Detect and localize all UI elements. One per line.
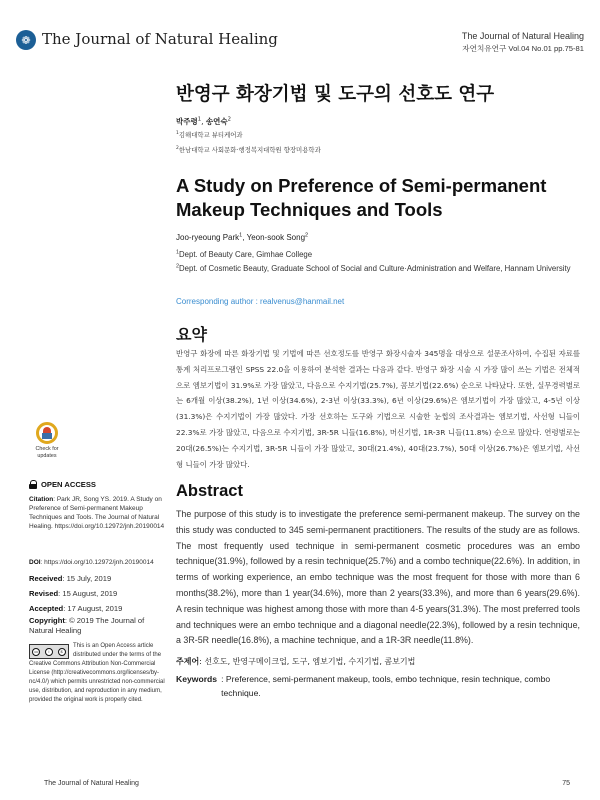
korean-affiliation-2-text: 한남대학교 사회문화·행정복지대학원 향장미용학과 bbox=[178, 146, 321, 154]
license-block bbox=[29, 642, 167, 705]
korean-keywords-label: 주제어 bbox=[176, 657, 200, 666]
korean-affiliation-1-text: 김해대학교 뷰티케어과 bbox=[178, 131, 243, 139]
english-keywords bbox=[176, 672, 580, 700]
open-access-label bbox=[29, 480, 96, 489]
check-for-updates-label bbox=[35, 446, 58, 459]
accepted-text: : 17 August, 2019 bbox=[63, 604, 123, 613]
citation-text: : Park JR, Song YS. 2019. A Study on Preference of Semi-permanent Makeup Techniques and Tools. The Journal of Natural Healing. https://doi.org/10.12972/jnh.20190014 bbox=[29, 496, 165, 530]
received-date bbox=[29, 574, 167, 583]
check-for-updates-button[interactable] bbox=[31, 422, 63, 466]
doi-link[interactable]: : https://doi.org/10.12972/jnh.20190014 bbox=[40, 559, 154, 566]
english-title: A Study on Preference of Semi-permanent Makeup Techniques and Tools bbox=[176, 175, 547, 220]
license-text: This is an Open Access article distributed under the terms of the Creative Commons Attribution Non-Commercial License (http://creativecommons.org/licenses/by-nc/4.0/) which permits unrestricted non-commercial use, distribution, and reproduction in any medium, provided the original work is properly cited. bbox=[29, 643, 165, 703]
korean-affiliation-2: $^2$한남대학교 사회문화·행정복지대학원 향장미용학과 bbox=[176, 145, 321, 154]
english-keywords-text: : Preference, semi-permanent makeup, tools, embo technique, resin technique, combo technique. bbox=[221, 674, 551, 698]
english-affiliation-2: $^2$Dept. of Cosmetic Beauty, Graduate School of Social and Culture·Administration and Welfare, Hannam University bbox=[176, 263, 571, 273]
korean-author-1: 박주령 bbox=[176, 117, 198, 126]
check-for-updates-line-2: updates bbox=[37, 452, 57, 459]
english-abstract-text: The purpose of this study is to investigate the preference semi-permanent makeup. The survey on the this study was conducted to 345 semi-permanent practitioners. The results of the study are as follows. The most frequently used technique in semi-permanent cosmetic procedures was an embo technique(31.9%), followed by a resin technique(25.7%) and a combo technique(22.6%). In addition, in terms of working experience, an embo technique was the most frequent for those with more than 6 months(38.2%), more than 1 year(34.6%), more than 2 years(33.3%), and more than 6 years(29.6%). A resin technique was highest among those with more than 4-5 years(31.3%). The most preferred tools and techniques were an embo technique and a diagonal needle(22.3%), followed by a resin technique, a 3R-5R needle(16.8%), a machine technique, and a 1R-3R needle(11.8%). bbox=[176, 509, 580, 646]
korean-author-2: 송연숙 bbox=[205, 117, 228, 126]
citation-label: Citation bbox=[29, 496, 54, 503]
received-text: : 15 July, 2019 bbox=[62, 574, 112, 583]
korean-abstract-text: 반영구 화장에 따른 화장기법 및 기법에 따른 선호정도를 반영구 화장시술자 345명을 대상으로 설문조사하여, 수집된 자료를 통계 처리프로그램인 SPSS 22.0을 이용하여 분석한 결과는 다음과 같다. 반영구 화장 시술 시 가장 많이 쓰는 기법은 전체적으로 엠보기법이 31.9%로 가장 많았고, 다음으로 수지기법(25.7%), 콤보기법(22.6%) 순으로 나타났다. 또한, 실무경력별로는 6개월 이상(38.2%), 1년 이상(34.6%), 2-3년 이상(33.3%), 6년 이상(29.6%)은 엠보기법이 가장 많았고, 4-5년 이상(31.3%)은 수지기법이 가장 많았다. 가장 선호하는 도구와 기법으로 시술한 눈썹의 조사결과는 엠보기법, 사선형 니들이 22.3%로 가장 많았고, 다음으로 수지기법, 3R-5R 니들(16.8%), 머신기법, 1R-3R 니들(11.8%) 순으로 많았다. 연령별로는 20대(26.5%)는 수지기법, 3R-5R 니들이 가장 많았고, 30대(21.4%), 40대(23.7%), 50대 이상(26.7%)은 엠보기법, 사선형 니들이 가장 많았다. bbox=[176, 349, 580, 469]
english-author-1: Joo-ryeoung Park bbox=[176, 233, 240, 242]
accepted-date bbox=[29, 604, 167, 613]
citation-block bbox=[29, 495, 167, 531]
korean-authors: 박주령$^1$, 송연숙$^2$ bbox=[176, 116, 231, 126]
english-keywords-label: Keywords bbox=[176, 674, 218, 684]
creative-commons-icon: cc i $ bbox=[29, 644, 69, 659]
korean-keywords bbox=[176, 656, 415, 667]
corresponding-author-link[interactable]: Corresponding author : realvenus@hanmail.net bbox=[176, 297, 345, 306]
copyright-block bbox=[29, 616, 167, 636]
korean-affiliation-1: $^1$김해대학교 뷰티케어과 bbox=[176, 130, 243, 139]
accepted-label: Accepted bbox=[29, 604, 64, 613]
english-author-2: Yeon-sook Song bbox=[246, 233, 306, 242]
revised-text: : 15 August, 2019 bbox=[58, 589, 118, 598]
received-label: Received bbox=[29, 574, 63, 583]
journal-logo-icon: ❁ bbox=[16, 30, 36, 50]
doi-label: DOI bbox=[29, 559, 41, 566]
header-journal-name: The Journal of Natural Healing bbox=[461, 31, 584, 41]
check-for-updates-line-1: Check for bbox=[35, 446, 59, 452]
doi-block bbox=[29, 558, 167, 567]
header-citation-block bbox=[462, 31, 584, 54]
copyright-label: Copyright bbox=[29, 616, 65, 625]
open-access-text: OPEN ACCESS bbox=[41, 480, 96, 489]
check-for-updates-icon bbox=[36, 422, 58, 444]
english-affiliation-1: $^1$Dept. of Beauty Care, Gimhae College bbox=[176, 249, 313, 259]
journal-name: The Journal of Natural Healing bbox=[42, 30, 278, 48]
copyright-text: : © 2019 The Journal of Natural Healing bbox=[29, 616, 145, 635]
english-abstract-heading: Abstract bbox=[176, 482, 243, 500]
revised-date bbox=[29, 589, 167, 598]
korean-title: 반영구 화장기법 및 도구의 선호도 연구 bbox=[176, 84, 495, 105]
page-number: 75 bbox=[562, 780, 570, 787]
english-authors: Joo-ryeoung Park$^1$, Yeon-sook Song$^2$ bbox=[176, 232, 309, 242]
revised-label: Revised bbox=[29, 589, 59, 598]
korean-keywords-text: : 선호도, 반영구메이크업, 도구, 엠보기법, 수지기법, 콤보기법 bbox=[199, 657, 416, 666]
open-lock-icon bbox=[29, 480, 37, 489]
english-affiliation-1-text: Dept. of Beauty Care, Gimhae College bbox=[179, 250, 313, 259]
header-volume-info: 자연치유연구 Vol.04 No.01 pp.75-81 bbox=[462, 44, 584, 53]
korean-abstract-heading: 요약 bbox=[176, 325, 207, 344]
footer-journal-name: The Journal of Natural Healing bbox=[44, 780, 139, 787]
english-affiliation-2-text: Dept. of Cosmetic Beauty, Graduate School of Social and Culture·Administration and Welfare, Hannam University bbox=[179, 264, 571, 273]
